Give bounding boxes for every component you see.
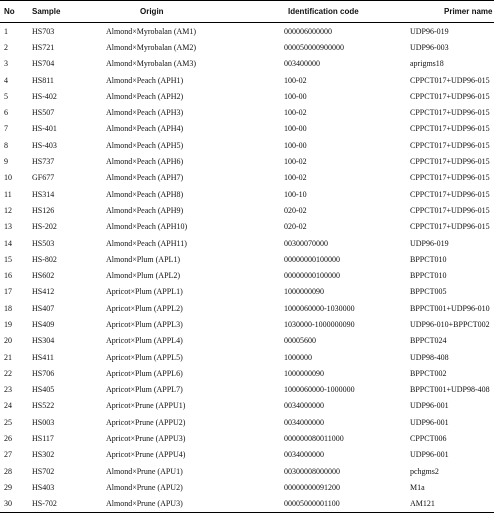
cell-origin: Apricot×Plum (APPL7) — [106, 385, 183, 395]
cell-identification-code: 100-10 — [284, 189, 307, 199]
cell-origin: Almond×Peach (APH9) — [106, 205, 184, 215]
cell-identification-code: 100-02 — [284, 173, 307, 183]
cell-origin: Apricot×Plum (APPL5) — [106, 352, 183, 362]
cell-origin: Almond×Peach (APH6) — [106, 157, 184, 167]
cell-identification-code: 000006000000 — [284, 26, 332, 36]
cell-sample: HS126 — [32, 205, 55, 215]
cell-primer-name: UDP96-001 — [410, 450, 449, 460]
cell-sample: HS407 — [32, 303, 55, 313]
cell-origin: Almond×Peach (APH8) — [106, 189, 184, 199]
cell-sample: HS409 — [32, 319, 55, 329]
cell-no: 26 — [4, 434, 12, 444]
cell-origin: Almond×Peach (APH2) — [106, 91, 184, 101]
table-row — [0, 382, 494, 398]
table-row — [0, 463, 494, 479]
cell-no: 28 — [4, 466, 12, 476]
cell-no: 20 — [4, 336, 12, 346]
cell-no: 1 — [4, 26, 8, 36]
cell-sample: HS-403 — [32, 140, 57, 150]
cell-no: 25 — [4, 417, 12, 427]
cell-primer-name: BPPCT010 — [410, 271, 447, 281]
cell-identification-code: 00005000001100 — [280, 496, 406, 513]
cell-primer-name: UDP96-019 — [410, 238, 449, 248]
cell-origin: Almond×Myrobalan (AM2) — [106, 42, 197, 52]
cell-sample: HS-802 — [32, 254, 57, 264]
cell-sample: HS503 — [32, 238, 55, 248]
cell-origin: Almond×Peach (APH10) — [106, 222, 188, 232]
cell-identification-code: 100-00 — [284, 124, 307, 134]
cell-primer-name: CPPCT017+UDP96-015 — [410, 173, 490, 183]
cell-no: 6 — [4, 108, 8, 118]
cell-sample: HS-702 — [28, 496, 102, 513]
cell-sample: HS702 — [32, 466, 55, 476]
table-row — [0, 349, 494, 365]
cell-primer-name: CPPCT017+UDP96-015 — [410, 205, 490, 215]
cell-primer-name: BPPCT010 — [410, 254, 447, 264]
cell-primer-name: BPPCT001+UDP98-408 — [410, 385, 490, 395]
cell-no: 16 — [4, 271, 12, 281]
cell-primer-name: CPPCT017+UDP96-015 — [410, 189, 490, 199]
table-row — [0, 219, 494, 235]
cell-primer-name: BPPCT024 — [410, 336, 447, 346]
cell-sample: HS704 — [32, 59, 55, 69]
cell-primer-name: CPPCT017+UDP96-015 — [410, 124, 490, 134]
cell-no: 24 — [4, 401, 12, 411]
table-row — [0, 186, 494, 202]
cell-no: 3 — [4, 59, 8, 69]
table-row — [0, 365, 494, 381]
cell-identification-code: 1000060000-1000000 — [284, 385, 355, 395]
cell-no: 15 — [4, 254, 12, 264]
cell-identification-code: 0034000000 — [284, 401, 324, 411]
cell-no: 23 — [4, 385, 12, 395]
table-row — [0, 300, 494, 316]
cell-origin: Apricot×Plum (APPL4) — [106, 336, 183, 346]
cell-no: 9 — [4, 157, 8, 167]
cell-primer-name: UDP96-019 — [410, 26, 449, 36]
table-header-row — [0, 1, 494, 23]
cell-identification-code: 00000000100000 — [284, 271, 340, 281]
cell-identification-code: 1030000-1000000090 — [284, 319, 355, 329]
table-row — [0, 251, 494, 267]
cell-identification-code: 100-00 — [284, 140, 307, 150]
cell-no: 30 — [0, 496, 28, 513]
cell-no: 2 — [4, 42, 8, 52]
cell-primer-name: BPPCT005 — [410, 287, 447, 297]
cell-identification-code: 100-02 — [284, 75, 307, 85]
table-row — [0, 414, 494, 430]
cell-primer-name: pchgms2 — [410, 466, 439, 476]
table-row — [0, 333, 494, 349]
cell-no: 4 — [4, 75, 8, 85]
cell-sample: HS302 — [32, 450, 55, 460]
cell-sample: HS706 — [32, 368, 55, 378]
cell-origin: Almond×Peach (APH1) — [106, 75, 184, 85]
table-row — [0, 121, 494, 137]
cell-origin: Almond×Plum (APL1) — [106, 254, 181, 264]
table-row — [0, 23, 494, 40]
cell-identification-code: 0034000000 — [284, 450, 324, 460]
table-row — [0, 137, 494, 153]
table-row — [0, 447, 494, 463]
cell-origin: Almond×Prune (APU2) — [106, 482, 183, 492]
cell-origin: Almond×Peach (APH7) — [106, 173, 184, 183]
cell-sample: HS522 — [32, 401, 55, 411]
cell-primer-name: UDP96-001 — [410, 417, 449, 427]
cell-no: 10 — [4, 173, 12, 183]
cell-origin: Almond×Myrobalan (AM3) — [106, 59, 197, 69]
cell-no: 13 — [4, 222, 12, 232]
cell-identification-code: 0034000000 — [284, 417, 324, 427]
cell-origin: Almond×Prune (APU3) — [102, 496, 280, 513]
cell-sample: HS412 — [32, 287, 55, 297]
cell-origin: Almond×Myrobalan (AM1) — [106, 26, 197, 36]
cell-sample: HS-202 — [32, 222, 57, 232]
cell-origin: Apricot×Plum (APPL2) — [106, 303, 183, 313]
cell-sample: HS737 — [32, 157, 55, 167]
cell-identification-code: 003400000 — [284, 59, 320, 69]
cell-no: 22 — [4, 368, 12, 378]
cell-primer-name: UDP96-001 — [410, 401, 449, 411]
table-row — [0, 316, 494, 332]
cell-sample: HS721 — [32, 42, 55, 52]
cell-no: 19 — [4, 319, 12, 329]
cell-sample: HS314 — [32, 189, 55, 199]
cell-primer-name: CPPCT017+UDP96-015 — [410, 222, 490, 232]
table-row — [0, 496, 494, 513]
header-sample: Sample — [28, 1, 102, 23]
cell-no: 7 — [4, 124, 8, 134]
table-row — [0, 153, 494, 169]
cell-primer-name: UDP96-010+BPPCT002 — [410, 319, 490, 329]
cell-primer-name: BPPCT002 — [410, 368, 447, 378]
cell-identification-code: 020-02 — [284, 205, 307, 215]
cell-identification-code: 100-02 — [284, 157, 307, 167]
cell-no: 5 — [4, 91, 8, 101]
table-row — [0, 479, 494, 495]
cell-origin: Apricot×Plum (APPL3) — [106, 319, 183, 329]
table-row — [0, 39, 494, 55]
cell-primer-name: M1a — [410, 482, 425, 492]
cell-primer-name: AM121 — [406, 496, 494, 513]
cell-sample: GF677 — [32, 173, 55, 183]
cell-primer-name: CPPCT017+UDP96-015 — [410, 108, 490, 118]
table-row — [0, 267, 494, 283]
cell-sample: HS411 — [32, 352, 54, 362]
cell-origin: Almond×Peach (APH4) — [106, 124, 184, 134]
cell-identification-code: 1000000090 — [284, 287, 324, 297]
cell-sample: HS405 — [32, 385, 55, 395]
cell-primer-name: CPPCT017+UDP96-015 — [410, 140, 490, 150]
cell-identification-code: 00005600 — [284, 336, 316, 346]
cell-origin: Almond×Peach (APH5) — [106, 140, 184, 150]
cell-identification-code: 100-02 — [284, 108, 307, 118]
cell-sample: HS602 — [32, 271, 55, 281]
cell-sample: HS507 — [32, 108, 55, 118]
table-row — [0, 284, 494, 300]
cell-primer-name: UDP98-408 — [410, 352, 449, 362]
cell-origin: Apricot×Prune (APPU3) — [106, 434, 186, 444]
table-row — [0, 398, 494, 414]
cell-primer-name: CPPCT017+UDP96-015 — [410, 157, 490, 167]
cell-primer-name: CPPCT017+UDP96-015 — [410, 91, 490, 101]
header-identification-code: Identification code — [280, 1, 406, 23]
cell-no: 18 — [4, 303, 12, 313]
cell-origin: Apricot×Prune (APPU4) — [106, 450, 186, 460]
cell-sample: HS403 — [32, 482, 55, 492]
table-row — [0, 170, 494, 186]
cell-identification-code: 020-02 — [284, 222, 307, 232]
cell-identification-code: 1000060000-1030000 — [284, 303, 355, 313]
cell-origin: Almond×Peach (APH11) — [106, 238, 187, 248]
cell-origin: Almond×Prune (APU1) — [106, 466, 183, 476]
cell-origin: Apricot×Plum (APPL6) — [106, 368, 183, 378]
table-row — [0, 235, 494, 251]
cell-no: 27 — [4, 450, 12, 460]
cell-primer-name: CPPCT017+UDP96-015 — [410, 75, 490, 85]
cell-sample: HS703 — [32, 26, 55, 36]
cell-primer-name: BPPCT001+UDP96-010 — [410, 303, 490, 313]
cell-identification-code: 00300070000 — [284, 238, 328, 248]
cell-origin: Almond×Peach (APH3) — [106, 108, 184, 118]
header-origin: Origin — [102, 1, 280, 23]
cell-no: 21 — [4, 352, 12, 362]
cell-origin: Apricot×Plum (APPL1) — [106, 287, 183, 297]
table-row — [0, 430, 494, 446]
cell-origin: Almond×Plum (APL2) — [106, 271, 181, 281]
header-no: No — [0, 1, 28, 23]
table-row — [0, 202, 494, 218]
cell-identification-code: 000050000900000 — [284, 42, 344, 52]
cell-no: 11 — [4, 189, 12, 199]
cell-primer-name: CPPCT006 — [410, 434, 447, 444]
cell-no: 29 — [4, 482, 12, 492]
table-row — [0, 88, 494, 104]
cell-identification-code: 100-00 — [284, 91, 307, 101]
cell-sample: HS003 — [32, 417, 55, 427]
table-row — [0, 56, 494, 72]
header-primer-name: Primer name — [406, 1, 494, 23]
cell-identification-code: 00000000091200 — [284, 482, 340, 492]
cell-sample: HS-402 — [32, 91, 57, 101]
cell-sample: HS304 — [32, 336, 55, 346]
cell-identification-code: 1000000090 — [284, 368, 324, 378]
cell-origin: Apricot×Prune (APPU2) — [106, 417, 186, 427]
cell-identification-code: 1000000 — [284, 352, 312, 362]
cell-sample: HS117 — [32, 434, 54, 444]
cell-no: 12 — [4, 205, 12, 215]
cell-no: 14 — [4, 238, 12, 248]
table-row — [0, 72, 494, 88]
table-row — [0, 104, 494, 120]
cell-sample: HS-401 — [32, 124, 57, 134]
cell-identification-code: 00000000100000 — [284, 254, 340, 264]
cell-no: 17 — [4, 287, 12, 297]
table-body — [0, 23, 494, 513]
cell-sample: HS811 — [32, 75, 54, 85]
cell-primer-name: aprigms18 — [410, 59, 444, 69]
cell-origin: Apricot×Prune (APPU1) — [106, 401, 186, 411]
cell-primer-name: UDP96-003 — [410, 42, 449, 52]
cell-no: 8 — [4, 140, 8, 150]
cell-identification-code: 00300008000000 — [284, 466, 340, 476]
cell-identification-code: 000000080011000 — [284, 434, 344, 444]
